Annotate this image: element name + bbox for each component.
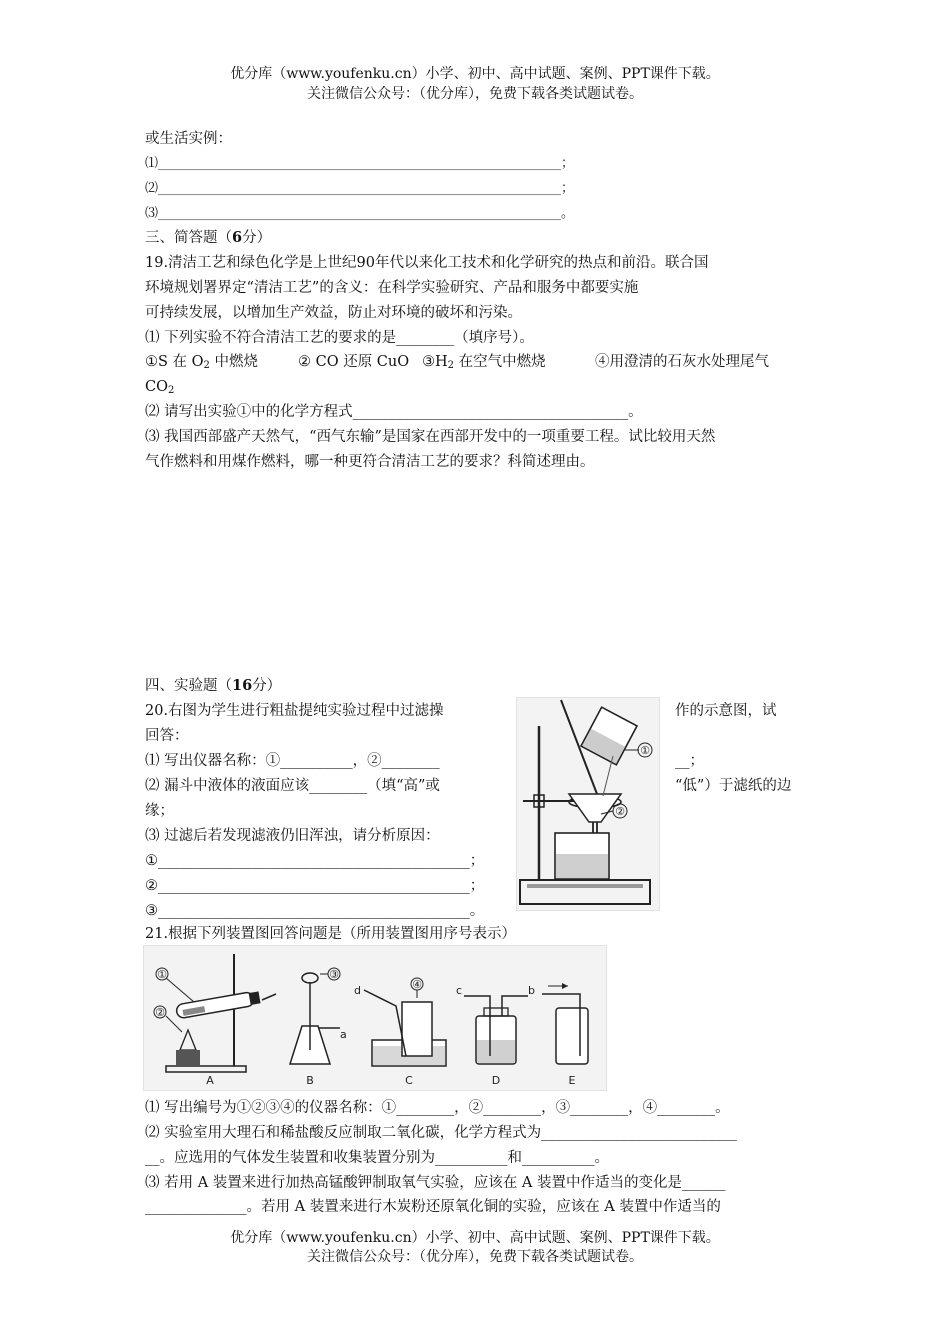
q21-part2-line1: ⑵ 实验室用大理石和稀盐酸反应制取二氧化碳，化学方程式为___________________________ xyxy=(145,1125,737,1141)
q21-part2-line2: __。应选用的气体发生装置和收集装置分别为__________和__________。 xyxy=(145,1150,609,1166)
q20-part2: ⑵ 漏斗中液体的液面应该________（填“高”或 xyxy=(145,778,440,794)
apparatus-port-c: c xyxy=(456,984,463,997)
q19-option-2: ② CO 还原 CuO xyxy=(298,354,410,370)
q20-part2-cont: 缘； xyxy=(145,803,174,819)
apparatus-label-B: B xyxy=(306,1074,314,1087)
q19-option-3: $③H_2$ 在空气中燃烧 xyxy=(422,354,546,371)
q19-part2: ⑵ 请写出实验①中的化学方程式______________________________________。 xyxy=(145,404,643,420)
intro-blank-2: ⑵______________________________________________________________； xyxy=(145,181,574,196)
intro-blank-3: ⑶______________________________________________________________。 xyxy=(145,206,574,221)
filtration-label-1: ① xyxy=(640,744,650,757)
q20-reason-2: ②___________________________________________； xyxy=(145,878,485,894)
q19-intro-3: 可持续发展，以增加生产效益，防止对环境的破坏和污染。 xyxy=(145,305,522,321)
q20-part1: ⑴ 写出仪器名称：①__________，②________ xyxy=(145,753,440,769)
apparatus-label-A: A xyxy=(206,1074,214,1087)
q19-option-4: ④用澄清的石灰水处理尾气 xyxy=(595,354,769,370)
q20-line1-right: 作的示意图，试 xyxy=(675,703,777,719)
q19-part3-line2: 气作燃料和用煤作燃料，哪一种更符合清洁工艺的要求？科简述理由。 xyxy=(145,454,595,470)
q19-option-4-cont: $CO_2$ xyxy=(145,379,175,396)
page-footer-line1: 优分库（www.youfenku.cn）小学、初中、高中试题、案例、PPT课件下载。 xyxy=(230,1230,720,1246)
q19-part1: ⑴ 下列实验不符合清洁工艺的要求的是________（填序号）。 xyxy=(145,330,534,346)
apparatus-label-C: C xyxy=(405,1074,413,1087)
section3-title: 三、简答题（6分） xyxy=(145,229,272,246)
filtration-label-2: ② xyxy=(615,805,625,818)
q19-intro-1: 19.清洁工艺和绿色化学是上世纪90年代以来化工技术和化学研究的热点和前沿。联合国 xyxy=(145,255,709,271)
q19-intro-2: 环境规划署界定“清洁工艺”的含义：在科学实验研究、产品和服务中都要实施 xyxy=(145,280,639,296)
q21-intro: 21.根据下列装置图回答问题是（所用装置图用序号表示） xyxy=(145,926,517,942)
apparatus-callout-3: ③ xyxy=(329,968,339,981)
apparatus-label-D: D xyxy=(491,1074,501,1087)
apparatus-callout-1: ① xyxy=(157,968,167,981)
intro-blank-1: ⑴______________________________________________________________； xyxy=(145,156,574,171)
q19-option-1: ①S 在 $O_2$ 中燃烧 xyxy=(145,354,259,371)
apparatus-label-E: E xyxy=(568,1074,576,1087)
q21-part1: ⑴ 写出编号为①②③④的仪器名称：①________，②________，③________，④________。 xyxy=(145,1100,730,1116)
q20-line1: 20.右图为学生进行粗盐提纯实验过程中过滤操 xyxy=(145,703,444,719)
apparatus-callout-2: ② xyxy=(155,1006,165,1019)
q20-part2-right: “低”）于滤纸的边 xyxy=(675,778,792,794)
apparatus-port-d: d xyxy=(354,984,361,997)
intro-line: 或生活实例： xyxy=(145,131,232,147)
page-header-line2: 关注微信公众号：（优分库），免费下载各类试题试卷。 xyxy=(307,86,643,102)
q21-part3-line1: ⑶ 若用 A 装置来进行加热高锰酸钾制取氧气实验，应该在 A 装置中作适当的变化是______ xyxy=(145,1175,726,1191)
q20-line2: 回答： xyxy=(145,728,189,744)
q19-part3-line1: ⑶ 我国西部盛产天然气，“西气东输”是国家在西部开发中的一项重要工程。试比较用天然 xyxy=(145,429,716,445)
apparatus-port-a: a xyxy=(340,1028,347,1041)
page-header-line1: 优分库（www.youfenku.cn）小学、初中、高中试题、案例、PPT课件下载。 xyxy=(230,66,720,82)
q20-part1-right: __； xyxy=(675,753,704,769)
q20-reason-1: ①___________________________________________； xyxy=(145,853,485,869)
apparatus-port-b: b xyxy=(528,984,535,997)
section4-title: 四、实验题（16分） xyxy=(145,677,282,694)
q21-part3-line2: ______________。若用 A 装置来进行木炭粉还原氧化铜的实验，应该在 A 装置中作适当的 xyxy=(145,1199,721,1215)
apparatus-callout-4: ④ xyxy=(412,978,422,991)
filtration-figure xyxy=(516,697,660,911)
q20-part3: ⑶ 过滤后若发现滤液仍旧浑浊，请分析原因： xyxy=(145,828,440,844)
page-footer-line2: 关注微信公众号：（优分库），免费下载各类试题试卷。 xyxy=(307,1249,643,1265)
q20-reason-3: ③___________________________________________。 xyxy=(145,903,485,919)
apparatus-figure xyxy=(143,945,607,1091)
